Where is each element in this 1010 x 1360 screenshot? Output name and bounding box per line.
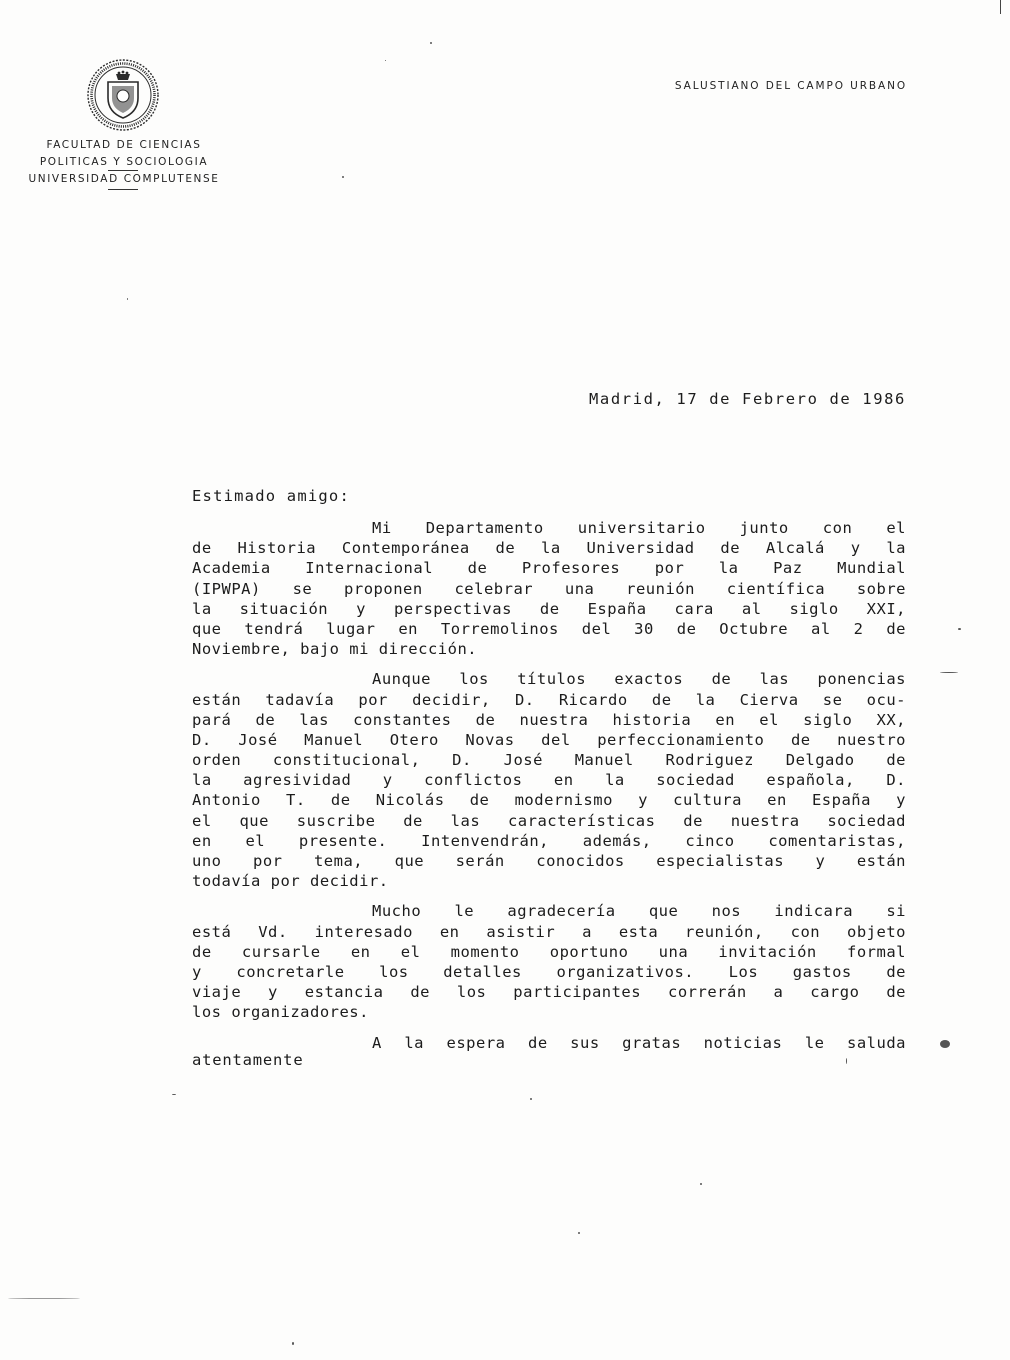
institution-line-department: POLITICAS Y SOCIOLOGIA xyxy=(39,156,209,168)
scan-speck xyxy=(846,1058,847,1064)
body-line: uno por tema, que serán conocidos especialistas y están xyxy=(192,852,906,870)
body-line: viaje y estancia de los participantes correrán a cargo de xyxy=(192,983,906,1002)
paragraph-4 xyxy=(192,1033,906,1053)
body-line: están tadavía por decidir, D. Ricardo de la Cierva se ocu- xyxy=(192,690,906,709)
paragraph-3 xyxy=(192,901,906,1022)
university-seal-icon xyxy=(86,58,160,132)
scan-speck xyxy=(700,1183,702,1185)
scan-speck xyxy=(940,672,958,673)
scan-speck xyxy=(958,628,961,630)
scan-speck xyxy=(8,1298,80,1299)
letter-date: Madrid, 17 de Febrero de 1986 xyxy=(588,390,906,408)
letterhead-rule-lower xyxy=(108,189,138,190)
closing: atentamente xyxy=(192,1051,304,1069)
scan-speck xyxy=(578,1232,580,1234)
institution-line-faculty: FACULTAD DE CIENCIAS xyxy=(46,139,202,151)
body-line: que tendrá lugar en Torremolinos del 30 de Octubre al 2 de xyxy=(192,619,906,638)
scan-speck xyxy=(940,1040,950,1048)
body-line: Noviembre, bajo mi dirección. xyxy=(192,640,478,659)
scan-speck xyxy=(385,60,386,61)
body-line: la agresividad y conflictos en la sociedad española, D. xyxy=(192,771,906,790)
body-line: D. José Manuel Otero Novas del perfeccionamiento de nuestro xyxy=(192,730,906,749)
scan-speck xyxy=(127,298,128,300)
sender-name: SALUSTIANO DEL CAMPO URBANO xyxy=(674,80,907,92)
paragraph-2 xyxy=(192,669,906,891)
body-line: el que suscribe de las características de nuestra sociedad xyxy=(192,811,906,830)
letter-body xyxy=(192,518,906,1063)
scan-speck xyxy=(172,1094,176,1095)
body-line: los organizadores. xyxy=(192,1003,369,1022)
letterhead-rule-upper xyxy=(108,170,138,171)
body-line: está Vd. interesado en asistir a esta reunión, con objeto xyxy=(192,922,906,941)
body-line: la situación y perspectivas de España cara al siglo XXI, xyxy=(192,599,906,618)
salutation: Estimado amigo: xyxy=(192,487,350,505)
body-line: (IPWPA) se proponen celebrar una reunión científica sobre xyxy=(192,579,906,598)
scan-speck xyxy=(430,42,432,44)
body-line: Antonio T. de Nicolás de modernismo y cultura en España y xyxy=(192,791,906,810)
body-line: en el presente. Intenvendrán, además, cinco comentaristas, xyxy=(192,831,906,850)
scan-edge-mark xyxy=(1000,0,1001,14)
body-line: Academia Internacional de Profesores por la Paz Mundial xyxy=(192,559,906,578)
body-line: y concretarle los detalles organizativos. Los gastos de xyxy=(192,962,906,981)
scan-speck xyxy=(292,1342,294,1345)
scan-speck xyxy=(342,176,344,178)
body-line: de cursarle en el momento oportuno una invitación formal xyxy=(192,942,906,961)
body-line: A la espera de sus gratas noticias le saluda xyxy=(372,1033,906,1052)
body-line: Mucho le agradecería que nos indicara si xyxy=(372,902,906,921)
institution-letterhead xyxy=(18,137,230,188)
institution-line-university: UNIVERSIDAD COMPLUTENSE xyxy=(28,173,220,185)
body-line: todavía por decidir. xyxy=(192,872,389,891)
body-line: de Historia Contemporánea de la Universidad de Alcalá y la xyxy=(192,539,906,558)
body-line: pará de las constantes de nuestra historia en el siglo XX, xyxy=(192,710,906,729)
body-line: Aunque los títulos exactos de las ponencias xyxy=(372,670,906,689)
body-line: orden constitucional, D. José Manuel Rodriguez Delgado de xyxy=(192,751,906,770)
paragraph-1 xyxy=(192,518,906,659)
scan-speck xyxy=(530,1098,532,1100)
body-line: Mi Departamento universitario junto con el xyxy=(372,519,906,537)
